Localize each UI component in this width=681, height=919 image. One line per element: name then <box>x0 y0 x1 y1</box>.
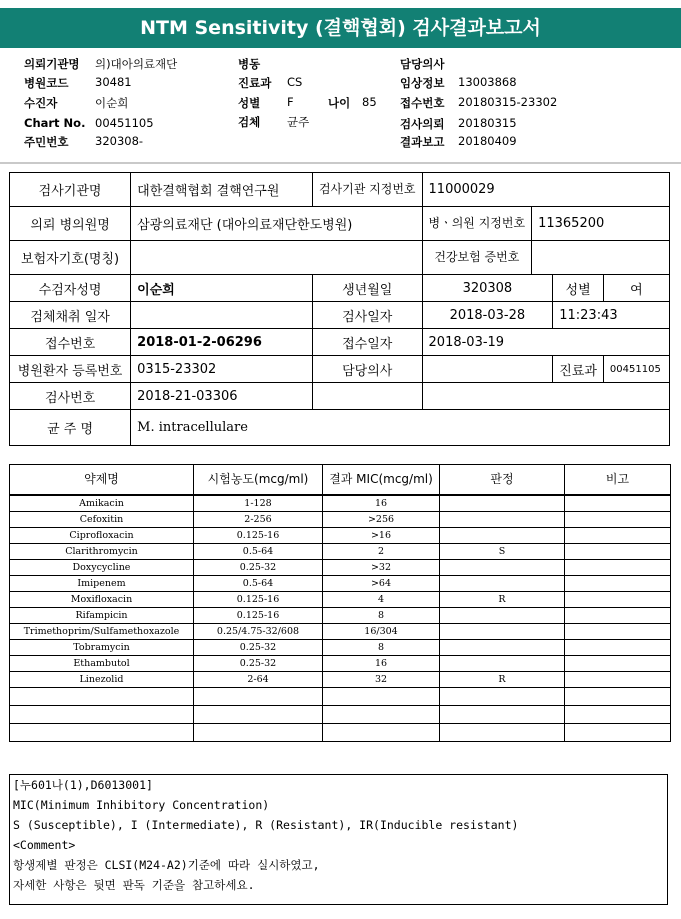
result-mic: 4 <box>323 592 440 608</box>
empty-cell <box>323 724 440 742</box>
empty-row <box>10 688 671 706</box>
empty-cell <box>565 724 671 742</box>
result-row <box>10 544 671 560</box>
dept-label: 진료과 <box>553 356 604 383</box>
result-drug: Clarithromycin <box>10 544 194 560</box>
header-field3-0-label: 담당의사 <box>400 57 445 71</box>
patient-name-label: 수검자성명 <box>10 275 131 302</box>
result-mic: >64 <box>323 576 440 592</box>
result-row <box>10 640 671 656</box>
empty-cell <box>440 706 565 724</box>
result-row <box>10 560 671 576</box>
result-range: 0.5-64 <box>194 576 323 592</box>
header-field3-2-label: 접수번호 <box>400 96 445 110</box>
result-note <box>565 592 671 608</box>
result-row <box>10 512 671 528</box>
header-field-4-label: 주민번호 <box>24 135 69 149</box>
result-mic: 16/304 <box>323 624 440 640</box>
result-mic: 8 <box>323 640 440 656</box>
receipt-no-label: 접수번호 <box>10 329 131 356</box>
result-note <box>565 560 671 576</box>
result-drug: Rifampicin <box>10 608 194 624</box>
test-no-value: 2018-21-03306 <box>131 383 313 410</box>
note-line: 항생제별 판정은 CLSI(M24-A2)기준에 따라 실시하였고, <box>13 858 320 872</box>
strain-value: M. intracellulare <box>131 410 670 446</box>
result-drug: Imipenem <box>10 576 194 592</box>
empty-cell <box>440 688 565 706</box>
header-field2-2-label: 성별 <box>238 96 261 110</box>
strain-label: 균 주 명 <box>10 410 131 446</box>
header-field2-1-value: CS <box>287 75 303 89</box>
result-note <box>565 640 671 656</box>
result-mic: >256 <box>323 512 440 528</box>
empty-cell <box>194 706 323 724</box>
result-judge: R <box>440 672 565 688</box>
result-note <box>565 512 671 528</box>
result-range: 2-256 <box>194 512 323 528</box>
result-row <box>10 528 671 544</box>
result-row <box>10 592 671 608</box>
header-field-4-value: 320308- <box>95 134 144 148</box>
header-field-3-value: 00451105 <box>95 116 154 130</box>
note-line: MIC(Minimum Inhibitory Concentration) <box>13 798 270 812</box>
lab-code-label: 검사기관 지정번호 <box>312 173 422 207</box>
collect-date-value <box>131 302 313 329</box>
result-mic: 16 <box>323 656 440 672</box>
result-judge: R <box>440 592 565 608</box>
test-date-label: 검사일자 <box>312 302 422 329</box>
sex-label: 성별 <box>553 275 604 302</box>
result-judge <box>440 560 565 576</box>
result-range: 2-64 <box>194 672 323 688</box>
result-judge <box>440 624 565 640</box>
result-mic: >16 <box>323 528 440 544</box>
hospital-code-label: 병ㆍ의원 지정번호 <box>422 207 532 241</box>
result-note <box>565 624 671 640</box>
result-row <box>10 495 671 512</box>
result-mic: 16 <box>323 495 440 512</box>
header-field2-1-label: 진료과 <box>238 76 272 90</box>
result-mic: 2 <box>323 544 440 560</box>
drug-header: 약제명 <box>10 465 194 496</box>
empty-cell <box>565 688 671 706</box>
result-judge <box>440 640 565 656</box>
empty-cell <box>10 688 194 706</box>
registration-label: 병원환자 등록번호 <box>10 356 131 383</box>
receipt-date-label: 접수일자 <box>312 329 422 356</box>
header-field2-0-label: 병동 <box>238 57 261 71</box>
result-judge <box>440 495 565 512</box>
header-field-0-value: 의)대아의료재단 <box>95 57 178 71</box>
note-header: 비고 <box>565 465 671 496</box>
test-date-value: 2018-03-28 <box>422 302 553 329</box>
result-note <box>565 656 671 672</box>
result-range: 0.5-64 <box>194 544 323 560</box>
result-drug: Tobramycin <box>10 640 194 656</box>
result-note <box>565 576 671 592</box>
result-drug: Ethambutol <box>10 656 194 672</box>
empty-cell <box>323 688 440 706</box>
result-drug: Ciprofloxacin <box>10 528 194 544</box>
result-drug: Cefoxitin <box>10 512 194 528</box>
result-drug: Doxycycline <box>10 560 194 576</box>
result-range: 0.25-32 <box>194 656 323 672</box>
notes-box <box>9 774 668 905</box>
result-range: 0.25-32 <box>194 560 323 576</box>
header-field2-2-value: F <box>287 95 294 109</box>
patient-name-value: 이순희 <box>131 275 313 302</box>
result-note <box>565 608 671 624</box>
result-range: 0.125-16 <box>194 592 323 608</box>
result-judge <box>440 512 565 528</box>
test-no-empty <box>312 383 422 410</box>
header-divider <box>0 162 681 164</box>
header-age-label: 나이 <box>328 96 351 110</box>
note-line: [누601나(1),D6013001] <box>13 778 153 792</box>
empty-cell <box>194 688 323 706</box>
result-note <box>565 495 671 512</box>
mic-header: 결과 MIC(mcg/ml) <box>323 465 440 496</box>
result-range: 0.125-16 <box>194 608 323 624</box>
doctor-label: 담당의사 <box>312 356 422 383</box>
hospital-value: 삼광의료재단 (대아의료재단한도병원) <box>131 207 422 241</box>
test-time-value: 11:23:43 <box>553 302 670 329</box>
empty-cell <box>565 706 671 724</box>
result-note <box>565 544 671 560</box>
result-note <box>565 672 671 688</box>
lab-name-value: 대한결핵협회 결핵연구원 <box>131 173 313 207</box>
note-line: <Comment> <box>13 838 76 852</box>
result-row <box>10 656 671 672</box>
birth-label: 생년월일 <box>312 275 422 302</box>
header-field3-3-label: 검사의뢰 <box>400 117 445 131</box>
header-field-2-label: 수진자 <box>24 96 58 110</box>
receipt-no-value: 2018-01-2-06296 <box>131 329 313 356</box>
result-judge <box>440 608 565 624</box>
dept-value: 00451105 <box>603 356 669 383</box>
range-header: 시험농도(mcg/ml) <box>194 465 323 496</box>
result-range: 1-128 <box>194 495 323 512</box>
health-insurance-label: 건강보험 증번호 <box>422 241 532 275</box>
patient-info-table <box>9 172 670 446</box>
health-insurance-value <box>532 241 670 275</box>
result-judge: S <box>440 544 565 560</box>
collect-date-label: 검체채취 일자 <box>10 302 131 329</box>
result-drug: Linezolid <box>10 672 194 688</box>
result-range: 0.25-32 <box>194 640 323 656</box>
result-judge <box>440 528 565 544</box>
insurer-label: 보험자기호(명칭) <box>10 241 131 275</box>
result-drug: Moxifloxacin <box>10 592 194 608</box>
hospital-code-value: 11365200 <box>532 207 670 241</box>
header-field3-3-value: 20180315 <box>458 116 517 130</box>
test-no-empty-2 <box>422 383 669 410</box>
empty-cell <box>323 706 440 724</box>
result-judge <box>440 656 565 672</box>
header-field-3-label: Chart No. <box>24 116 86 130</box>
lab-code-value: 11000029 <box>422 173 669 207</box>
registration-value: 0315-23302 <box>131 356 313 383</box>
header-age-value: 85 <box>362 95 377 109</box>
header-field-0-label: 의뢰기관명 <box>24 57 80 71</box>
empty-cell <box>194 724 323 742</box>
test-no-label: 검사번호 <box>10 383 131 410</box>
insurer-value <box>131 241 422 275</box>
result-row <box>10 672 671 688</box>
doctor-value <box>422 356 553 383</box>
note-line: 자세한 사항은 뒷면 판독 기준을 참고하세요. <box>13 878 255 892</box>
header-field2-3-value: 균주 <box>287 115 310 129</box>
header-field-1-label: 병원코드 <box>24 76 69 90</box>
empty-cell <box>10 706 194 724</box>
result-mic: 8 <box>323 608 440 624</box>
receipt-date-value: 2018-03-19 <box>422 329 669 356</box>
result-range: 0.125-16 <box>194 528 323 544</box>
result-mic: >32 <box>323 560 440 576</box>
judge-header: 판정 <box>440 465 565 496</box>
header-field3-2-value: 20180315-23302 <box>458 95 558 109</box>
result-note <box>565 528 671 544</box>
header-field-1-value: 30481 <box>95 75 132 89</box>
empty-row <box>10 724 671 742</box>
result-judge <box>440 576 565 592</box>
hospital-label: 의뢰 병의원명 <box>10 207 131 241</box>
result-row <box>10 608 671 624</box>
result-mic: 32 <box>323 672 440 688</box>
header-field3-4-value: 20180409 <box>458 134 517 148</box>
result-drug: Trimethoprim/Sulfamethoxazole <box>10 624 194 640</box>
empty-cell <box>10 724 194 742</box>
lab-name-label: 검사기관명 <box>10 173 131 207</box>
empty-cell <box>440 724 565 742</box>
report-title: NTM Sensitivity (결핵협회) 검사결과보고서 <box>0 8 681 48</box>
header-field-2-value: 이순희 <box>95 96 129 110</box>
sensitivity-results-table <box>9 464 671 742</box>
header-field3-1-label: 임상정보 <box>400 76 445 90</box>
header-field3-4-label: 결과보고 <box>400 135 445 149</box>
birth-value: 320308 <box>422 275 553 302</box>
result-row <box>10 576 671 592</box>
sex-value: 여 <box>603 275 669 302</box>
header-field2-3-label: 검체 <box>238 115 261 129</box>
note-line: S (Susceptible), I (Intermediate), R (Resistant), IR(Inducible resistant) <box>13 818 519 832</box>
result-row <box>10 624 671 640</box>
header-field3-1-value: 13003868 <box>458 75 517 89</box>
empty-row <box>10 706 671 724</box>
result-range: 0.25/4.75-32/608 <box>194 624 323 640</box>
result-drug: Amikacin <box>10 495 194 512</box>
